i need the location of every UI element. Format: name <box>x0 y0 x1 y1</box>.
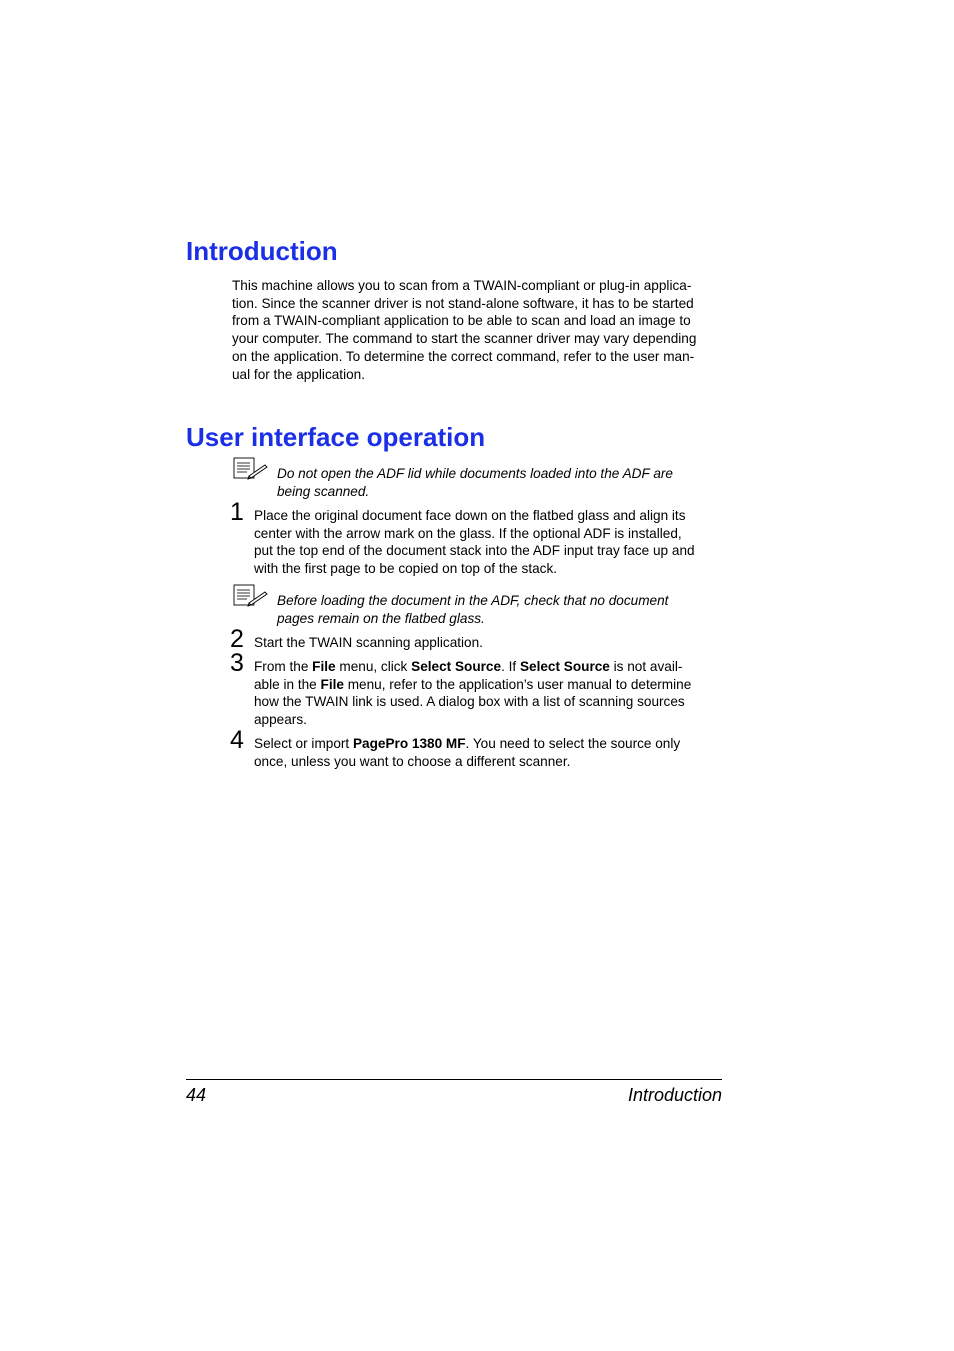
note-flatbed-glass <box>277 592 725 627</box>
step-number-3: 3 <box>230 649 244 677</box>
introduction-paragraph <box>232 277 724 383</box>
product-name: PagePro 1380 MF <box>352 736 466 751</box>
menu-name-file: File <box>312 659 336 674</box>
paragraph-line: your computer. The command to start the scanner driver may vary depending <box>232 331 697 347</box>
step-line: able in the File menu, refer to the application’s user manual to determine <box>254 676 692 692</box>
step-1-text <box>254 507 724 578</box>
step-line: once, unless you want to choose a different scanner. <box>254 753 571 769</box>
step-line: with the first page to be copied on top of the stack. <box>254 561 558 577</box>
step-line: From the File menu, click Select Source. If Select Source is not avail- <box>254 659 683 674</box>
step-line: how the TWAIN link is used. A dialog box with a list of scanning sources <box>254 694 685 710</box>
note-line: being scanned. <box>277 483 370 499</box>
step-3-text <box>254 658 724 729</box>
note-line: Before loading the document in the ADF, check that no document <box>277 593 669 608</box>
note-pencil-icon <box>233 457 269 481</box>
step-line: Start the TWAIN scanning application. <box>254 635 483 650</box>
footer-rule <box>186 1079 722 1080</box>
section-heading-introduction: Introduction <box>186 236 338 266</box>
step-4-text <box>254 735 724 770</box>
step-line: center with the arrow mark on the glass. If the optional ADF is installed, <box>254 525 682 541</box>
paragraph-line: ual for the application. <box>232 366 366 382</box>
note-line: Do not open the ADF lid while documents loaded into the ADF are <box>277 466 673 481</box>
paragraph-line: tion. Since the scanner driver is not stand-alone software, it has to be started <box>232 295 694 311</box>
step-line: appears. <box>254 712 307 728</box>
page-number: 44 <box>186 1085 207 1105</box>
step-line: Place the original document face down on the flatbed glass and align its <box>254 508 686 523</box>
paragraph-line: This machine allows you to scan from a TWAIN-compliant or plug-in applica- <box>232 278 692 293</box>
paragraph-line: from a TWAIN-compliant application to be able to scan and load an image to <box>232 313 691 329</box>
step-2-text <box>254 634 724 652</box>
note-line: pages remain on the flatbed glass. <box>277 610 485 626</box>
footer-section-name: Introduction <box>627 1085 722 1105</box>
step-number-1: 1 <box>230 498 244 526</box>
step-number-2: 2 <box>230 625 244 653</box>
command-select-source: Select Source <box>411 659 502 674</box>
command-select-source: Select Source <box>519 659 610 674</box>
section-heading-user-interface-operation: User interface operation <box>186 422 486 452</box>
step-line: Select or import PagePro 1380 MF. You need to select the source only <box>254 736 681 751</box>
step-line: put the top end of the document stack into the ADF input tray face up and <box>254 543 695 559</box>
note-pencil-icon <box>233 584 269 608</box>
note-adf-lid <box>277 465 725 500</box>
step-number-4: 4 <box>230 726 244 754</box>
paragraph-line: on the application. To determine the correct command, refer to the user man- <box>232 348 695 364</box>
menu-name-file: File <box>320 676 344 692</box>
